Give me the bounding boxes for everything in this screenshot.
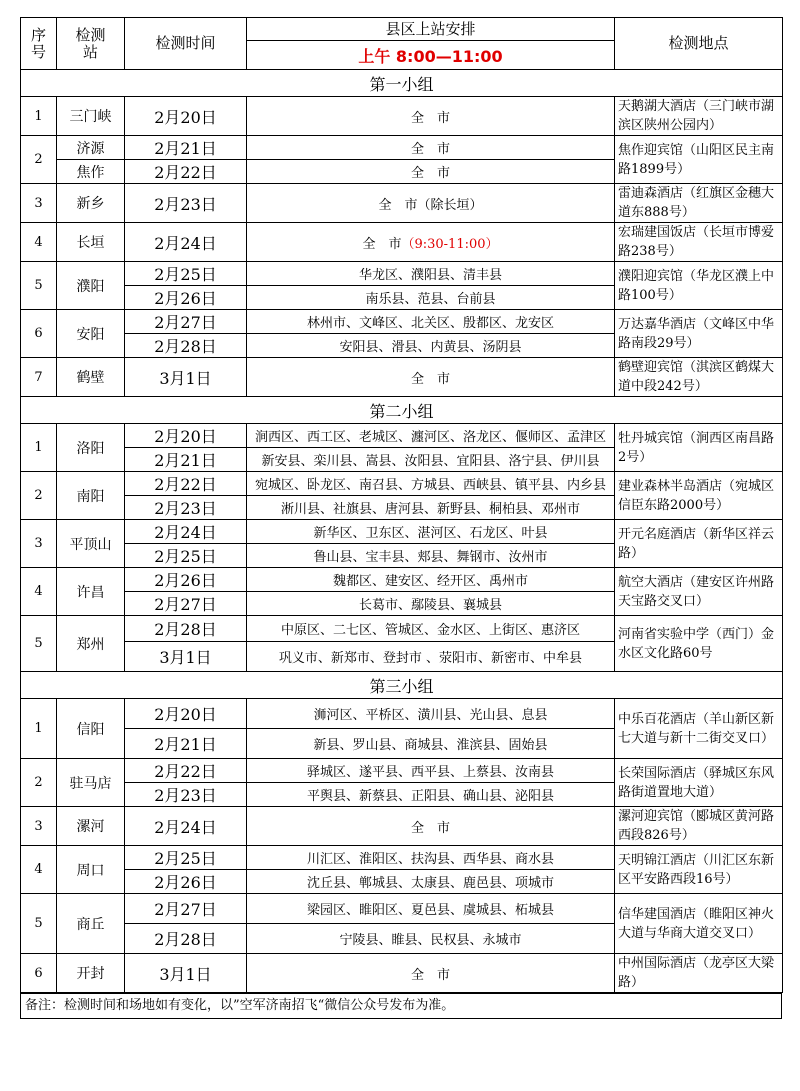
test-location: 鹤壁迎宾馆（淇滨区鹤煤大道中段242号） (615, 358, 783, 397)
area-text: 全 市 (410, 110, 450, 126)
area-cell (247, 262, 615, 286)
test-date: 2月26日 (125, 286, 247, 310)
test-location: 长荣国际酒店（驿城区东风路街道置地大道） (615, 759, 783, 807)
header-location: 检测地点 (615, 18, 783, 70)
area-cell (247, 699, 615, 729)
group-row (21, 672, 783, 699)
station-name: 济源 (57, 136, 125, 160)
area-cell (247, 783, 615, 807)
area-cell (247, 807, 615, 846)
area-text: 宛城区、卧龙区、南召县、方城县、西峡县、镇平县、内乡县 (254, 478, 606, 493)
test-location: 漯河迎宾馆（郾城区黄河路西段826号） (615, 807, 783, 846)
area-cell (247, 894, 615, 924)
station-name: 平顶山 (57, 520, 125, 568)
area-text: 鲁山县、宝丰县、郏县、舞钢市、汝州市 (313, 550, 548, 565)
test-date: 2月21日 (125, 136, 247, 160)
area-text: 淅川县、社旗县、唐河县、新野县、桐柏县、邓州市 (280, 502, 580, 517)
station-name: 周口 (57, 846, 125, 894)
test-location: 雷迪森酒店（红旗区金穗大道东888号） (615, 184, 783, 223)
group-title: 第三小组 (21, 672, 783, 699)
area-text: 林州市、文峰区、北关区、殷都区、龙安区 (306, 316, 554, 331)
table-row (21, 846, 783, 870)
table-row (21, 520, 783, 544)
area-cell (247, 592, 615, 616)
table-row (21, 616, 783, 642)
test-date: 2月27日 (125, 592, 247, 616)
area-cell (247, 729, 615, 759)
test-location: 濮阳迎宾馆（华龙区濮上中路100号） (615, 262, 783, 310)
station-number: 3 (21, 520, 57, 568)
header-date: 检测时间 (125, 18, 247, 70)
area-cell (247, 544, 615, 568)
header-area-time: 上午 8:00—11:00 (247, 41, 615, 70)
test-date: 2月26日 (125, 870, 247, 894)
header-station-line1: 检测 (75, 25, 106, 44)
test-date: 2月20日 (125, 699, 247, 729)
table-row (21, 894, 783, 924)
station-number: 2 (21, 472, 57, 520)
area-text: 南乐县、范县、台前县 (365, 292, 496, 307)
header-no-line1: 序 (30, 25, 46, 44)
test-location: 中州国际酒店（龙亭区大梁路） (615, 954, 783, 993)
station-name: 焦作 (57, 160, 125, 184)
area-cell (247, 846, 615, 870)
station-name: 郑州 (57, 616, 125, 672)
area-text: 巩义市、新郑市、登封市 、荥阳市、新密市、中牟县 (278, 651, 583, 666)
station-number: 1 (21, 424, 57, 472)
test-date: 2月20日 (125, 424, 247, 448)
area-cell (247, 160, 615, 184)
header-station (57, 18, 125, 70)
test-date: 2月20日 (125, 97, 247, 136)
area-text: 全 市（除长垣） (378, 197, 483, 213)
table-row (21, 954, 783, 993)
area-cell (247, 136, 615, 160)
test-date: 2月27日 (125, 310, 247, 334)
table-row (21, 807, 783, 846)
test-date: 3月1日 (125, 358, 247, 397)
table-row (21, 424, 783, 448)
area-cell (247, 424, 615, 448)
test-date: 2月25日 (125, 846, 247, 870)
table-row (21, 310, 783, 334)
group-row (21, 70, 783, 97)
table-row (21, 223, 783, 262)
test-date: 2月22日 (125, 472, 247, 496)
station-name: 三门峡 (57, 97, 125, 136)
test-date: 2月23日 (125, 783, 247, 807)
station-number: 4 (21, 568, 57, 616)
area-text: 涧西区、西工区、老城区、瀍河区、洛龙区、偃师区、孟津区 (254, 430, 606, 445)
table-row (21, 699, 783, 729)
station-number: 2 (21, 136, 57, 184)
area-cell (247, 954, 615, 993)
area-cell (247, 223, 615, 262)
test-date: 2月25日 (125, 544, 247, 568)
test-date: 2月27日 (125, 894, 247, 924)
test-location: 宏瑞建国饭店（长垣市博爱路238号） (615, 223, 783, 262)
area-cell (247, 568, 615, 592)
header-row (21, 18, 783, 41)
area-text: 全 市 (410, 371, 450, 387)
station-name: 驻马店 (57, 759, 125, 807)
area-cell (247, 97, 615, 136)
test-location: 中乐百花酒店（羊山新区新七大道与新十二街交叉口） (615, 699, 783, 759)
schedule-table (20, 17, 783, 993)
table-row (21, 472, 783, 496)
station-name: 长垣 (57, 223, 125, 262)
test-location: 信华建国酒店（睢阳区神火大道与华商大道交叉口） (615, 894, 783, 954)
area-text: 沈丘县、郸城县、太康县、鹿邑县、项城市 (306, 876, 554, 891)
test-location: 开元名庭酒店（新华区祥云路） (615, 520, 783, 568)
area-cell (247, 184, 615, 223)
station-name: 新乡 (57, 184, 125, 223)
group-title: 第二小组 (21, 397, 783, 424)
station-name: 开封 (57, 954, 125, 993)
test-date: 2月25日 (125, 262, 247, 286)
area-text: 新县、罗山县、商城县、淮滨县、固始县 (313, 738, 548, 753)
test-location: 航空大酒店（建安区许州路天宝路交叉口） (615, 568, 783, 616)
area-text: 魏都区、建安区、经开区、禹州市 (332, 574, 528, 589)
station-name: 安阳 (57, 310, 125, 358)
area-text: 全 市 (410, 142, 450, 157)
table-row (21, 97, 783, 136)
station-name: 漯河 (57, 807, 125, 846)
station-number: 6 (21, 310, 57, 358)
station-name: 商丘 (57, 894, 125, 954)
area-text: 安阳县、滑县、内黄县、汤阴县 (339, 340, 522, 355)
test-date: 2月26日 (125, 568, 247, 592)
test-location: 天明锦江酒店（川汇区东新区平安路西段16号） (615, 846, 783, 894)
area-text: 全 市 (410, 967, 450, 983)
area-cell (247, 870, 615, 894)
header-station-line2: 站 (82, 42, 98, 61)
area-cell (247, 472, 615, 496)
station-number: 4 (21, 223, 57, 262)
station-number: 4 (21, 846, 57, 894)
group-title: 第一小组 (21, 70, 783, 97)
station-number: 3 (21, 184, 57, 223)
area-text: 华龙区、濮阳县、清丰县 (358, 268, 502, 283)
header-no (21, 18, 57, 70)
area-cell (247, 520, 615, 544)
station-number: 5 (21, 894, 57, 954)
station-name: 鹤壁 (57, 358, 125, 397)
area-text: 浉河区、平桥区、潢川县、光山县、息县 (313, 708, 548, 723)
table-row (21, 262, 783, 286)
area-text: 全 市 (410, 820, 450, 836)
test-date: 2月23日 (125, 496, 247, 520)
area-cell (247, 310, 615, 334)
station-number: 5 (21, 262, 57, 310)
station-name: 信阳 (57, 699, 125, 759)
station-name: 洛阳 (57, 424, 125, 472)
test-date: 2月24日 (125, 223, 247, 262)
area-cell (247, 334, 615, 358)
test-location: 牡丹城宾馆（涧西区南昌路2号） (615, 424, 783, 472)
table-row (21, 184, 783, 223)
table-row (21, 358, 783, 397)
test-location: 天鹅湖大酒店（三门峡市湖滨区陕州公园内） (615, 97, 783, 136)
area-text: 川汇区、淮阳区、扶沟县、西华县、商水县 (306, 852, 554, 867)
area-cell (247, 924, 615, 954)
table-row (21, 568, 783, 592)
area-cell (247, 759, 615, 783)
test-date: 3月1日 (125, 954, 247, 993)
test-date: 2月23日 (125, 184, 247, 223)
table-row (21, 759, 783, 783)
area-text: 梁园区、睢阳区、夏邑县、虞城县、柘城县 (306, 903, 554, 918)
test-date: 3月1日 (125, 642, 247, 672)
area-cell (247, 358, 615, 397)
station-number: 6 (21, 954, 57, 993)
group-row (21, 397, 783, 424)
area-cell (247, 642, 615, 672)
test-date: 2月28日 (125, 334, 247, 358)
test-location: 万达嘉华酒店（文峰区中华路南段29号） (615, 310, 783, 358)
area-cell (247, 496, 615, 520)
area-cell (247, 448, 615, 472)
area-cell (247, 286, 615, 310)
station-name: 许昌 (57, 568, 125, 616)
footnote: 备注：检测时间和场地如有变化，以”空军济南招飞“微信公众号发布为准。 (20, 993, 782, 1019)
station-number: 5 (21, 616, 57, 672)
header-area: 县区上站安排 (247, 18, 615, 41)
area-text: 全 市 (410, 166, 450, 181)
area-text: 新华区、卫东区、湛河区、石龙区、叶县 (313, 526, 548, 541)
test-date: 2月22日 (125, 759, 247, 783)
station-number: 1 (21, 97, 57, 136)
test-date: 2月21日 (125, 448, 247, 472)
test-location: 建业森林半岛酒店（宛城区信臣东路2000号） (615, 472, 783, 520)
area-text: 驿城区、遂平县、西平县、上蔡县、汝南县 (306, 765, 554, 780)
area-text: 宁陵县、睢县、民权县、永城市 (339, 933, 522, 948)
test-date: 2月24日 (125, 807, 247, 846)
table-row (21, 136, 783, 160)
area-cell (247, 616, 615, 642)
test-date: 2月24日 (125, 520, 247, 544)
area-text: 中原区、二七区、管城区、金水区、上街区、惠济区 (280, 623, 580, 638)
area-text: 新安县、栾川县、嵩县、汝阳县、宜阳县、洛宁县、伊川县 (261, 454, 600, 469)
station-number: 2 (21, 759, 57, 807)
station-number: 3 (21, 807, 57, 846)
area-text: 全 市 (362, 236, 402, 252)
test-location: 河南省实验中学（西门）金水区文化路60号 (615, 616, 783, 672)
schedule-sheet (20, 17, 782, 1019)
test-date: 2月22日 (125, 160, 247, 184)
test-date: 2月21日 (125, 729, 247, 759)
area-text: 长葛市、鄢陵县、襄城县 (358, 598, 502, 613)
station-number: 7 (21, 358, 57, 397)
header-no-line2: 号 (30, 42, 46, 61)
station-name: 濮阳 (57, 262, 125, 310)
area-text: 平舆县、新蔡县、正阳县、确山县、泌阳县 (306, 789, 554, 804)
test-date: 2月28日 (125, 924, 247, 954)
test-location: 焦作迎宾馆（山阳区民主南路1899号） (615, 136, 783, 184)
test-date: 2月28日 (125, 616, 247, 642)
station-name: 南阳 (57, 472, 125, 520)
station-number: 1 (21, 699, 57, 759)
area-time-note: （9:30-11:00） (401, 236, 499, 252)
